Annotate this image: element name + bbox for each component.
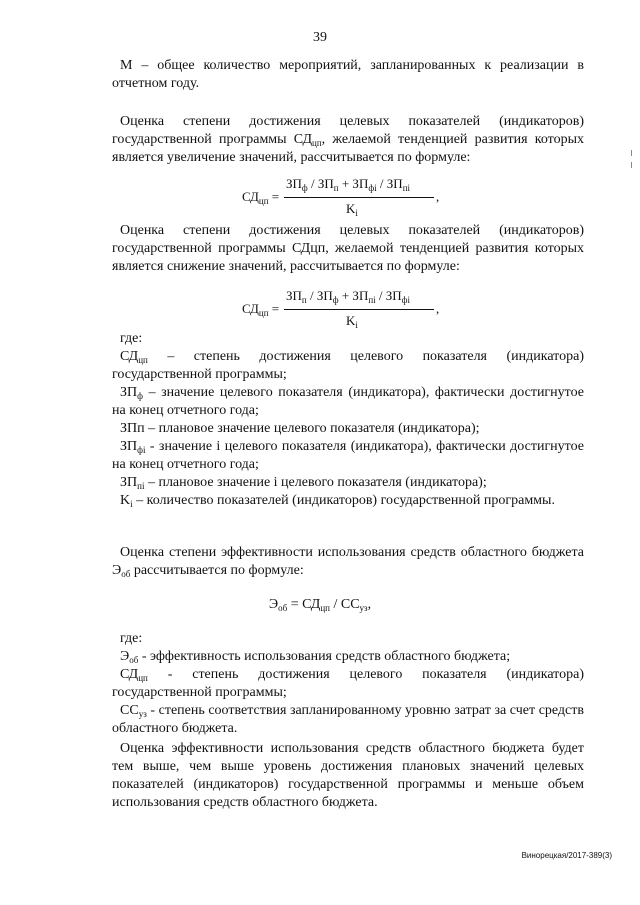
definition-item	[112, 666, 584, 702]
scan-margin-mark	[631, 150, 632, 156]
symbol: ЗП	[286, 176, 302, 191]
subscript: уз	[359, 603, 368, 613]
definition-text: - эффективность использования средств областного бюджета;	[138, 649, 511, 664]
subscript: уз	[138, 709, 147, 719]
symbol: СД	[120, 667, 139, 682]
subscript: фi	[401, 295, 411, 305]
definition-text: – плановое значение i целевого показателя (индикатора);	[144, 475, 487, 490]
definition-text: – плановое значение целевого показателя (индикатора);	[144, 421, 480, 436]
symbol: / СС	[329, 597, 360, 612]
formula-trailing-comma: ,	[436, 301, 440, 316]
subscript: об	[278, 603, 288, 613]
symbol: ЗПп	[120, 421, 145, 436]
subscript: ф	[301, 183, 308, 193]
subscript: i	[355, 208, 358, 218]
definition-text: – значение целевого показателя (индикатора), фактически достигнутое на конец отчетного года;	[112, 385, 584, 418]
formula-trailing-comma: ,	[436, 189, 440, 204]
symbol: СС	[120, 703, 139, 718]
document-code-footer: Винорецкая/2017-389(3)	[521, 851, 612, 860]
paragraph-m-definition: М – общее количество мероприятий, запланированных к реализации в отчетном году.	[112, 58, 584, 91]
subscript: об	[129, 655, 139, 665]
symbol: ЗП	[286, 288, 302, 303]
symbol: = СД	[287, 597, 321, 612]
definition-text: – количество показателей (индикаторов) государственной программы.	[132, 493, 555, 508]
subscript: цп	[258, 308, 269, 318]
definition-item	[112, 702, 584, 738]
symbol: Э	[268, 597, 279, 612]
subscript: ф	[332, 295, 339, 305]
subscript: фi	[137, 445, 146, 455]
formula-budget-efficiency	[0, 597, 640, 613]
subscript: фi	[368, 183, 377, 193]
paragraph-text: рассчитывается по формуле:	[130, 563, 304, 578]
formula-lhs	[242, 189, 279, 205]
fraction-bar	[284, 197, 434, 198]
symbol: K	[346, 313, 356, 328]
subscript: ф	[137, 391, 143, 401]
symbol: ЗП	[120, 475, 138, 490]
subscript: цп	[138, 355, 148, 365]
symbol: + ЗП	[338, 176, 369, 191]
equals-sign: =	[268, 301, 280, 316]
formula-decrease	[200, 288, 460, 336]
subscript: п	[301, 295, 307, 305]
fraction-bar	[284, 309, 434, 310]
page-number: 39	[313, 30, 327, 45]
symbol: ЗП	[120, 439, 138, 454]
paragraph-conclusion: Оценка эффективности использования средств областного бюджета будет тем выше, чем выше уровень достижения плановых значений целевых показателей (индикаторов) государственной программы и меньше объем использования средств областного бюджета.	[112, 741, 584, 810]
where-label: где:	[120, 331, 143, 346]
scan-margin-mark	[631, 162, 632, 168]
paragraph-decrease-method: Оценка степени достижения целевых показателей (индикаторов) государственной программы СДцп, желаемой тенденцией развития которых является снижение значений, рассчитывается по формуле:	[112, 223, 584, 274]
symbol: / ЗП	[375, 288, 402, 303]
subscript: п	[333, 183, 339, 193]
definition-item	[112, 348, 584, 384]
paragraph-increase-method	[112, 113, 584, 167]
symbol: / ЗП	[307, 176, 334, 191]
subscript: i	[355, 320, 358, 330]
definition-item	[112, 420, 584, 438]
subscript: i	[130, 499, 133, 509]
definition-text: - степень соответствия запланированному уровню затрат за счет средств областного бюджета.	[112, 703, 584, 736]
definition-item	[112, 492, 584, 510]
paragraph-text: Оценка степени эффективности использования средств областного бюджета Э	[112, 545, 584, 578]
subscript: пi	[368, 295, 376, 305]
formula-numerator	[286, 176, 410, 192]
symbol: ЗП	[120, 385, 138, 400]
subscript: пi	[137, 481, 145, 491]
subscript: цп	[312, 138, 322, 148]
symbol: K	[120, 493, 131, 508]
paragraph-text: , желаемой тенденцией развития которых является увеличение значений, рассчитывается по формуле:	[112, 132, 584, 165]
subscript: пi	[402, 183, 411, 193]
definition-item	[112, 438, 584, 474]
definition-item	[112, 648, 584, 666]
subscript: цп	[320, 603, 330, 613]
definition-text: - степень достижения целевого показателя (индикатора) государственной программы;	[112, 667, 584, 700]
formula-denominator	[346, 201, 358, 217]
symbol: / ЗП	[306, 288, 333, 303]
formula-trailing-comma: ,	[367, 597, 372, 612]
symbol: СД	[242, 301, 259, 316]
subscript: цп	[258, 196, 269, 206]
definition-item	[112, 474, 584, 492]
definition-item	[112, 384, 584, 420]
symbol: СД	[120, 349, 139, 364]
formula-denominator	[346, 313, 358, 329]
where-label: где:	[120, 631, 143, 646]
symbol: K	[346, 201, 356, 216]
equals-sign: =	[268, 189, 280, 204]
symbol: Э	[120, 649, 130, 664]
definition-text: - значение i целевого показателя (индикатора), фактически достигнутое на конец отчетного года;	[112, 439, 584, 472]
symbol: + ЗП	[338, 288, 369, 303]
paragraph-text: Оценка степени достижения целевых показателей (индикаторов) государственной программы СД	[112, 114, 584, 147]
definition-text: – степень достижения целевого показателя (индикатора) государственной программы;	[112, 349, 584, 382]
symbol: СД	[242, 189, 259, 204]
subscript: об	[121, 569, 131, 579]
symbol: / ЗП	[376, 176, 403, 191]
paragraph-budget-efficiency	[112, 544, 584, 580]
subscript: цп	[138, 673, 148, 683]
formula-increase	[200, 176, 460, 224]
formula-numerator	[286, 288, 410, 304]
formula-lhs	[242, 301, 279, 317]
